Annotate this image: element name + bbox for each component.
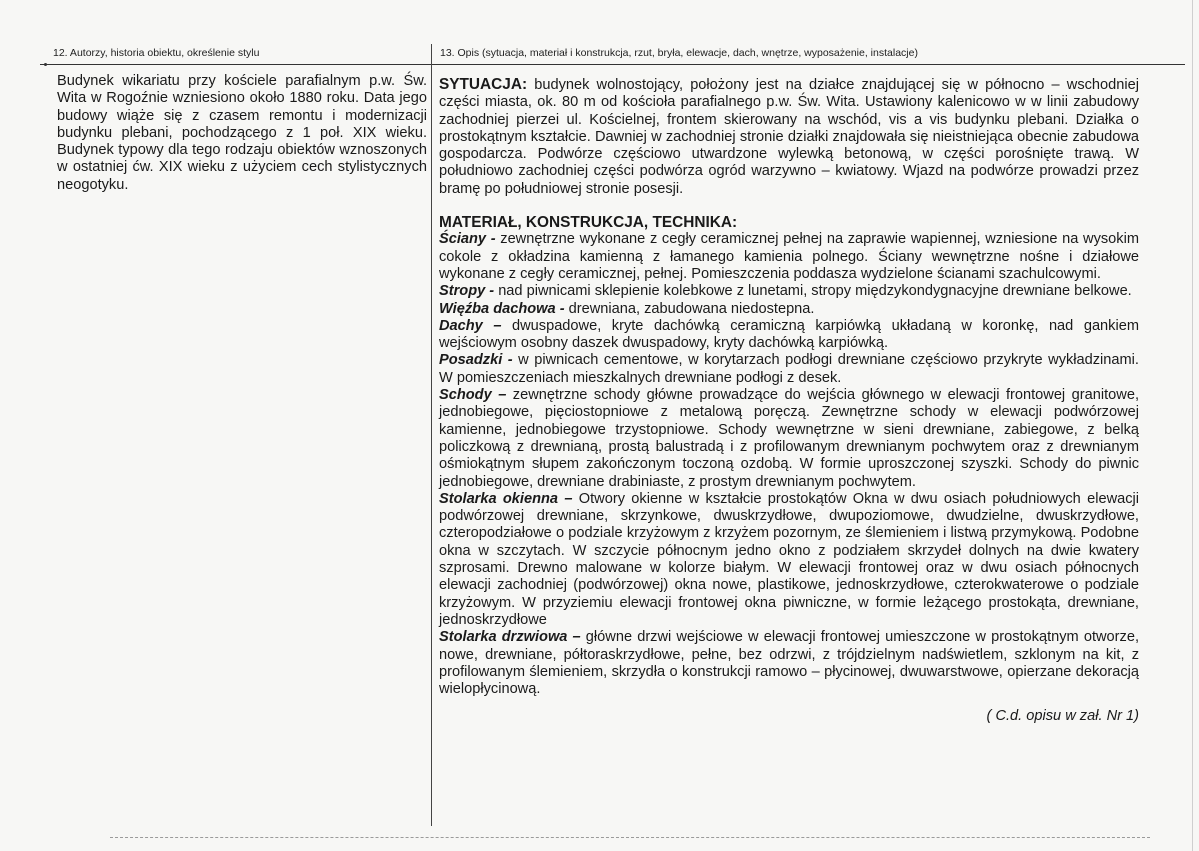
history-text: Budynek wikariatu przy kościele parafialnym p.w. Św. Wita w Rogoźnie wzniesiono około 1880 roku. Data jego budowy wiąże się z czasem remontu i modernizacji budynku plebani, pochodzącego z 1 poł. XIX wieku. Budynek typowy dla tego rodzaju obiektów wznoszonych w ostatniej ćw. XIX wieku z użyciem cech stylistycznych neogotyku. (57, 73, 427, 193)
continuation-note: ( C.d. opisu w zał. Nr 1) (986, 708, 1139, 725)
material-item-text: dwuspadowe, kryte dachówką ceramiczną karpiówką układaną w koronkę, nad gankiem wejściowym osobny daszek dwuspadowy, kryty dachówką karpiówką. (439, 317, 1139, 352)
material-item (439, 318, 1139, 353)
material-item-term: Stolarka okienna – (439, 490, 573, 507)
material-item-term: Dachy – (439, 317, 502, 334)
material-item (439, 387, 1139, 491)
material-item-term: Więźba dachowa - (439, 300, 565, 317)
material-items (439, 231, 1139, 698)
header-divider-line (40, 64, 1185, 65)
material-item-term: Stropy - (439, 283, 495, 300)
description-column (439, 76, 1139, 726)
page-edge (1192, 0, 1193, 851)
section-13-header: 13. Opis (sytuacja, materiał i konstrukcja, rzut, bryła, elewacje, dach, wnętrze, wyposażenie, instalacje) (440, 47, 918, 59)
material-item-text: zewnętrzne wykonane z cegły ceramicznej pełnej na zaprawie wapiennej, wzniesione na wysokim cokole z okładzina kamienną z łamanego kamienia polnego. Ściany wewnętrzne nośne i działowe wykonane z cegły ceramicznej, pełnej. Pomieszczenia poddasza wydzielone ścianami szachulcowymi. (439, 231, 1139, 282)
material-item (439, 491, 1139, 629)
material-heading: MATERIAŁ, KONSTRUKCJA, TECHNIKA: (439, 214, 738, 232)
material-item-text: zewnętrzne schody główne prowadzące do wejścia głównego w elewacji frontowej granitowe, jednobiegowe, pięciostopniowe z metalową poręczą. Zewnętrzne schody w elewacji podwórzowej kamienne, jednobiegowe trzystopniowe. Schody wewnętrzne w sieni drewniane, zabiegowe, z belką policzkową z drewnianą, prostą balustradą i z profilowanym drewnianym pochwytem oraz z drewnianym ośmiokątnym słupem zakończonym toczoną ozdobą. W formie uproszczonej szyszki. Schody do piwnic jednobiegowe, drewniane drabiniaste, z prostym drewnianym pochwytem. (439, 387, 1139, 490)
material-item (439, 352, 1139, 387)
column-divider-line (431, 44, 432, 826)
material-item-term: Stolarka drzwiowa – (439, 629, 581, 646)
material-item-term: Posadzki - (439, 352, 513, 369)
material-item-text: nad piwnicami sklepienie kolebkowe z lunetami, stropy międzykondygnacyjne drewniane belkowe. (494, 283, 1132, 300)
material-item (439, 231, 1139, 283)
situation-text: budynek wolnostojący, położony jest na działce znajdującej się w północno – wschodniej części miasta, ok. 80 m od kościoła parafialnego p.w. Św. Wita. Ustawiony kalenicowo w w linii zabudowy zachodniej pierzei ul. Kościelnej, frontem skierowany na wschód, vis a vis budynku plebani. Działka o prostokątnym kształcie. Dawniej w zachodniej stronie działki znajdowała się nieistniejąca obecnie zabudowa gospodarcza. Podwórze częściowo utwardzone wylewką betonową, w części porośnięte trawą. W południowo zachodniej części podwórza ogród warzywno – kwiatowy. Wjazd na podwórze prowadzi przez bramę po południowej stronie posesji. (439, 77, 1139, 197)
situation-paragraph (439, 76, 1139, 198)
material-item-term: Ściany - (439, 231, 496, 248)
section-12-header: 12. Autorzy, historia obiektu, określenie stylu (53, 47, 260, 59)
material-item (439, 301, 1139, 318)
situation-label: SYTUACJA: (439, 76, 528, 93)
bullet-dot (44, 63, 47, 66)
material-item (439, 629, 1139, 698)
material-item-text: główne drzwi wejściowe w elewacji frontowej umieszczone w prostokątnym otworze, nowe, drewniane, półtoraskrzydłowe, pełne, bez odrzwi, z trójdzielnym nadświetlem, szklonym na kit, z profilowanym ślemieniem, skrzydła o konstrukcji ramowo – płycinowej, dwuwarstwowe, opierzane dekoracją wielopłycinową. (439, 629, 1139, 698)
material-item (439, 283, 1139, 300)
material-item-text: Otwory okienne w kształcie prostokątów Okna w dwu osiach południowych elewacji podwórzowej drewniane, skrzynkowe, dwuskrzydłowe, dwupoziomowe, dwudzielne, dwuskrzydłowe, czteropodziałowe o podziale krzyżowym z krzyżem pozornym, ze ślemieniem i listwą przymykową. Podobne okna w szczytach. W szczycie północnym jedno okno z podziałem skrzydeł dolnych na dwie kwatery szprosami. Drewno malowane w kolorze białym. W elewacji frontowej oraz w dwu osiach północnych elewacji zachodniej (podwórzowej) okna nowe, plastikowe, jednoskrzydłowe, czterokwaterowe o podziale krzyżowym. W przyziemiu elewacji frontowej okna piwniczne, w formie leżącego prostokąta, drewniane, jednoskrzydłowe (439, 490, 1140, 628)
material-item-text: w piwnicach cementowe, w korytarzach podłogi drewniane częściowo przykryte wykładzinami. W pomieszczeniach mieszkalnych drewniane podłogi z desek. (439, 352, 1139, 386)
material-item-text: drewniana, zabudowana niedostepna. (564, 300, 815, 317)
material-item-term: Schody – (439, 387, 507, 404)
bottom-dashed-line (110, 837, 1150, 838)
